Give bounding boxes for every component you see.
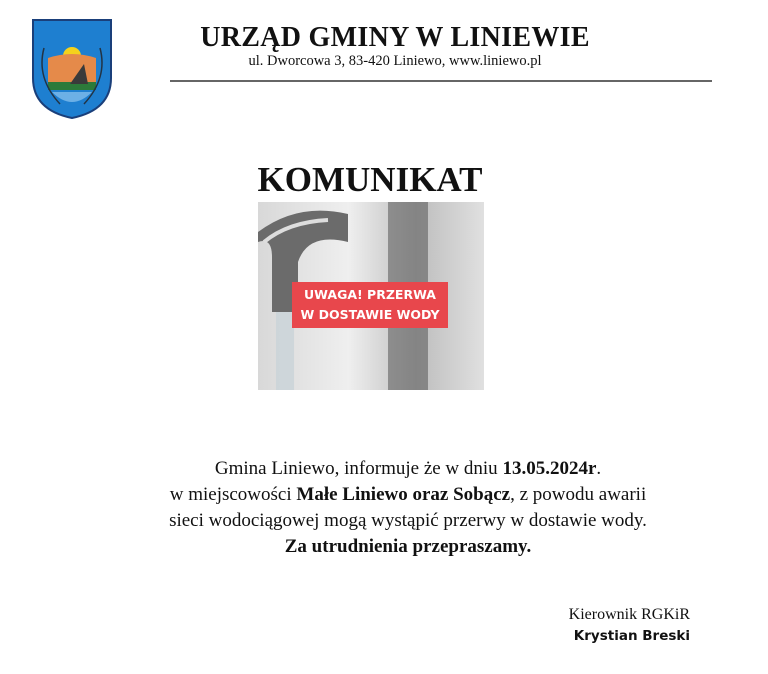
body-line-1: Gmina Liniewo, informuje że w dniu 13.05.2024r. (214, 458, 602, 479)
notice-body (60, 456, 756, 560)
header-divider (170, 80, 712, 82)
notice-heading: KOMUNIKAT (257, 160, 483, 199)
municipality-coat-of-arms (30, 18, 114, 120)
signatory-role: Kierownik RGKiR (568, 606, 690, 623)
banner-line-1: UWAGA! PRZERWA (304, 287, 436, 302)
office-address: ul. Dworcowa 3, 83-420 Liniewo, www.liniewo.pl (248, 53, 542, 69)
signatory-name: Krystian Breski (573, 628, 690, 644)
affected-localities: Małe Liniewo oraz Sobącz (296, 484, 511, 505)
banner-line-2: W DOSTAWIE WODY (300, 307, 440, 322)
apology-line: Za utrudnienia przepraszamy. (284, 536, 532, 557)
body-line-3: sieci wodociągowej mogą wystąpić przerwy w dostawie wody. (169, 510, 647, 531)
body-line-2: w miejscowości Małe Liniewo oraz Sobącz, z powodu awarii (169, 484, 647, 505)
outage-date: 13.05.2024r (502, 458, 597, 479)
faucet-photo (258, 202, 484, 390)
water-outage-banner (292, 282, 448, 328)
office-title: URZĄD GMINY W LINIEWIE (200, 22, 590, 53)
